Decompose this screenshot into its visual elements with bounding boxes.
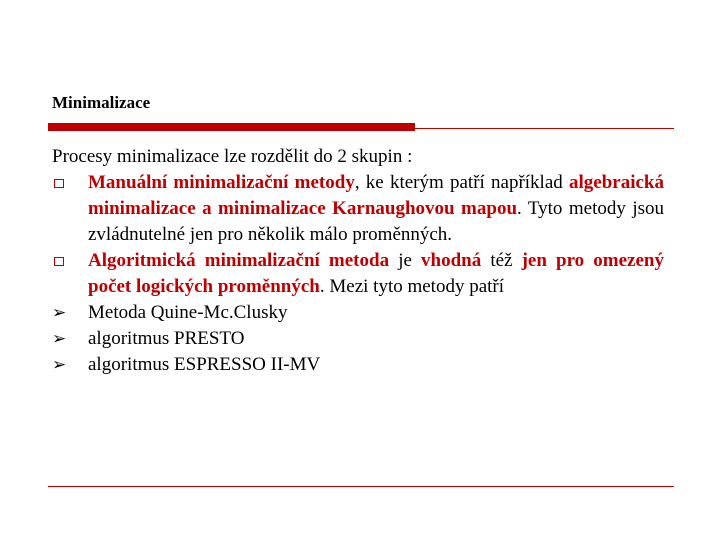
footer-rule [48, 486, 674, 487]
bullet-text: . Mezi tyto metody patří [319, 276, 505, 297]
method-item [52, 352, 664, 378]
bullet-text: je [389, 250, 422, 271]
method-label: Metoda Quine-Mc.Clusky [88, 302, 288, 323]
title-underline [48, 128, 674, 129]
arrow-bullet-icon: ➢ [52, 303, 67, 323]
bullet-text: . Tyto metody jsou zvládnutelné jen pro několik málo proměnných. [88, 198, 664, 245]
bullet-item-manual [52, 170, 664, 248]
bullet-text: , ke kterým patří například [354, 172, 569, 193]
bullet-emphasis: algebraická minimalizace a minimalizace Karnaughovou mapou [88, 172, 664, 219]
hollow-square-bullet-icon [52, 248, 82, 274]
slide-title: Minimalizace [52, 93, 151, 112]
method-item [52, 300, 664, 326]
bullet-text: též [481, 250, 522, 271]
method-label: algoritmus ESPRESSO II-MV [88, 354, 321, 375]
bullet-emphasis: vhodná [421, 250, 482, 271]
slide-body [52, 144, 664, 378]
bullet-emphasis: jen pro omezený počet logických proměnných [88, 250, 664, 297]
method-item [52, 326, 664, 352]
bullet-emphasis: Algoritmická minimalizační metoda [88, 250, 390, 271]
intro-text: Procesy minimalizace lze rozdělit do 2 skupin : [52, 146, 413, 167]
bullet-item-algorithmic [52, 248, 664, 300]
arrow-bullet-icon: ➢ [52, 355, 67, 375]
method-label: algoritmus PRESTO [88, 328, 245, 349]
title-underline-thick [48, 123, 415, 131]
bullet-emphasis: Manuální minimalizační metody [88, 172, 355, 193]
arrow-bullet-icon: ➢ [52, 329, 67, 349]
hollow-square-bullet-icon [52, 170, 82, 196]
